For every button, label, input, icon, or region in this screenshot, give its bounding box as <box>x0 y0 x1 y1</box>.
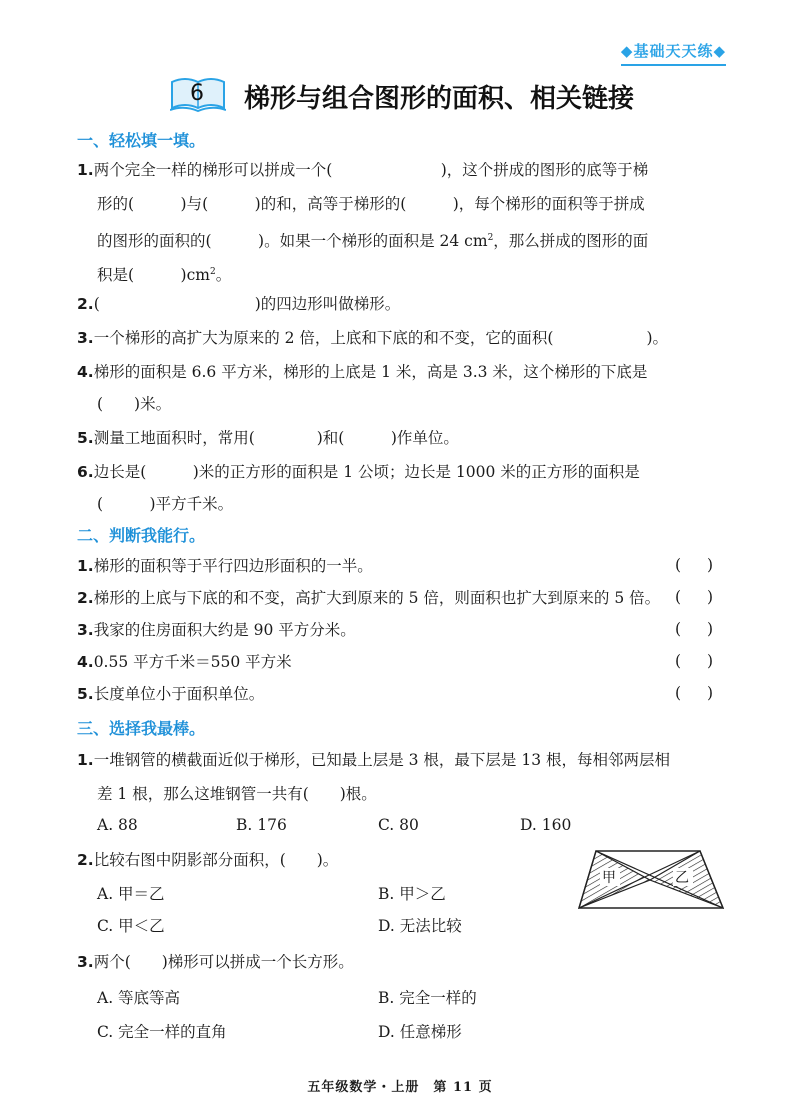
judge-answer-2[interactable]: () <box>675 588 740 606</box>
choice-q1-option-d[interactable]: D. 160 <box>520 816 572 834</box>
choice-q2-option-d[interactable]: D. 无法比较 <box>378 917 462 935</box>
choice-q1-option-c[interactable]: C. 80 <box>378 816 419 834</box>
q4-line2: ( )米。 <box>97 395 172 413</box>
judge-answer-3[interactable]: () <box>675 620 740 638</box>
q1-line3: 的图形的面积的( )。如果一个梯形的面积是 24 $cm^2$，那么拼成的图形的面 <box>97 232 649 251</box>
section1-heading: 一、轻松填一填。 <box>77 131 206 150</box>
judge-item-3: 3.我家的住房面积大约是 90 平方分米。 <box>77 621 356 639</box>
judge-item-1: 1.梯形的面积等于平行四边形面积的一半。 <box>77 557 373 575</box>
q6-line2: ( )平方千米。 <box>97 495 234 513</box>
judge-answer-1[interactable]: () <box>675 556 740 574</box>
choice-q3-option-c[interactable]: C. 完全一样的直角 <box>97 1023 227 1041</box>
q1-line2: 形的( )与( )的和，高等于梯形的( )，每个梯形的面积等于拼成 <box>97 195 645 213</box>
choice-q3-option-d[interactable]: D. 任意梯形 <box>378 1023 462 1041</box>
section2-heading: 二、判断我能行。 <box>77 526 206 545</box>
q3-line: 3.一个梯形的高扩大为原来的 2 倍，上底和下底的和不变，它的面积( )。 <box>77 329 668 347</box>
q1-line1: 1.两个完全一样的梯形可以拼成一个( )，这个拼成的图形的底等于梯 <box>77 161 649 179</box>
choice-q2-option-c[interactable]: C. 甲＜乙 <box>97 917 165 935</box>
judge-item-2: 2.梯形的上底与下底的和不变，高扩大到原来的 5 倍，则面积也扩大到原来的 5 倍。 <box>77 589 661 607</box>
section3-heading: 三、选择我最棒。 <box>77 719 206 738</box>
judge-answer-5[interactable]: () <box>675 684 740 702</box>
judge-item-5: 5.长度单位小于面积单位。 <box>77 685 265 703</box>
judge-item-4: 4.0.55 平方千米＝550 平方米 <box>77 653 292 671</box>
choice-q1-option-b[interactable]: B. 176 <box>236 816 287 834</box>
page-footer: 五年级数学・上册 第 11 页 <box>307 1080 493 1095</box>
choice-q3-option-b[interactable]: B. 完全一样的 <box>378 989 477 1007</box>
choice-q2-line: 2.比较右图中阴影部分面积，( )。 <box>77 851 339 869</box>
q6-line1: 6.边长是( )米的正方形的面积是 1 公顷；边长是 1000 米的正方形的面积是 <box>77 463 640 481</box>
q1-line4: 积是( )$cm^2$。 <box>97 266 232 285</box>
q4-line1: 4.梯形的面积是 6.6 平方米，梯形的上底是 1 米，高是 3.3 米，这个梯形的下底是 <box>77 363 648 381</box>
choice-q1-line2: 差 1 根，那么这堆钢管一共有( )根。 <box>97 785 377 803</box>
judge-answer-4[interactable]: () <box>675 652 740 670</box>
choice-q1-option-a[interactable]: A. 88 <box>97 816 138 834</box>
figure-label-jia: 甲 <box>602 870 616 886</box>
page-title: 梯形与组合图形的面积、相关链接 <box>244 84 635 114</box>
section-tag: ◆基础天天练◆ <box>621 40 726 66</box>
choice-q3-option-a[interactable]: A. 等底等高 <box>97 989 181 1007</box>
trapezoid-figure <box>576 846 726 912</box>
figure-label-yi: 乙 <box>675 870 689 886</box>
choice-q3-line: 3.两个( )梯形可以拼成一个长方形。 <box>77 953 354 971</box>
lesson-number: 6 <box>190 81 204 106</box>
choice-q2-option-a[interactable]: A. 甲＝乙 <box>97 885 165 903</box>
q2-line: 2.( )的四边形叫做梯形。 <box>77 295 401 313</box>
choice-q2-option-b[interactable]: B. 甲＞乙 <box>378 885 446 903</box>
q5-line: 5.测量工地面积时，常用( )和( )作单位。 <box>77 429 459 447</box>
choice-q1-line1: 1.一堆钢管的横截面近似于梯形，已知最上层是 3 根，最下层是 13 根，每相邻两层相 <box>77 751 670 769</box>
